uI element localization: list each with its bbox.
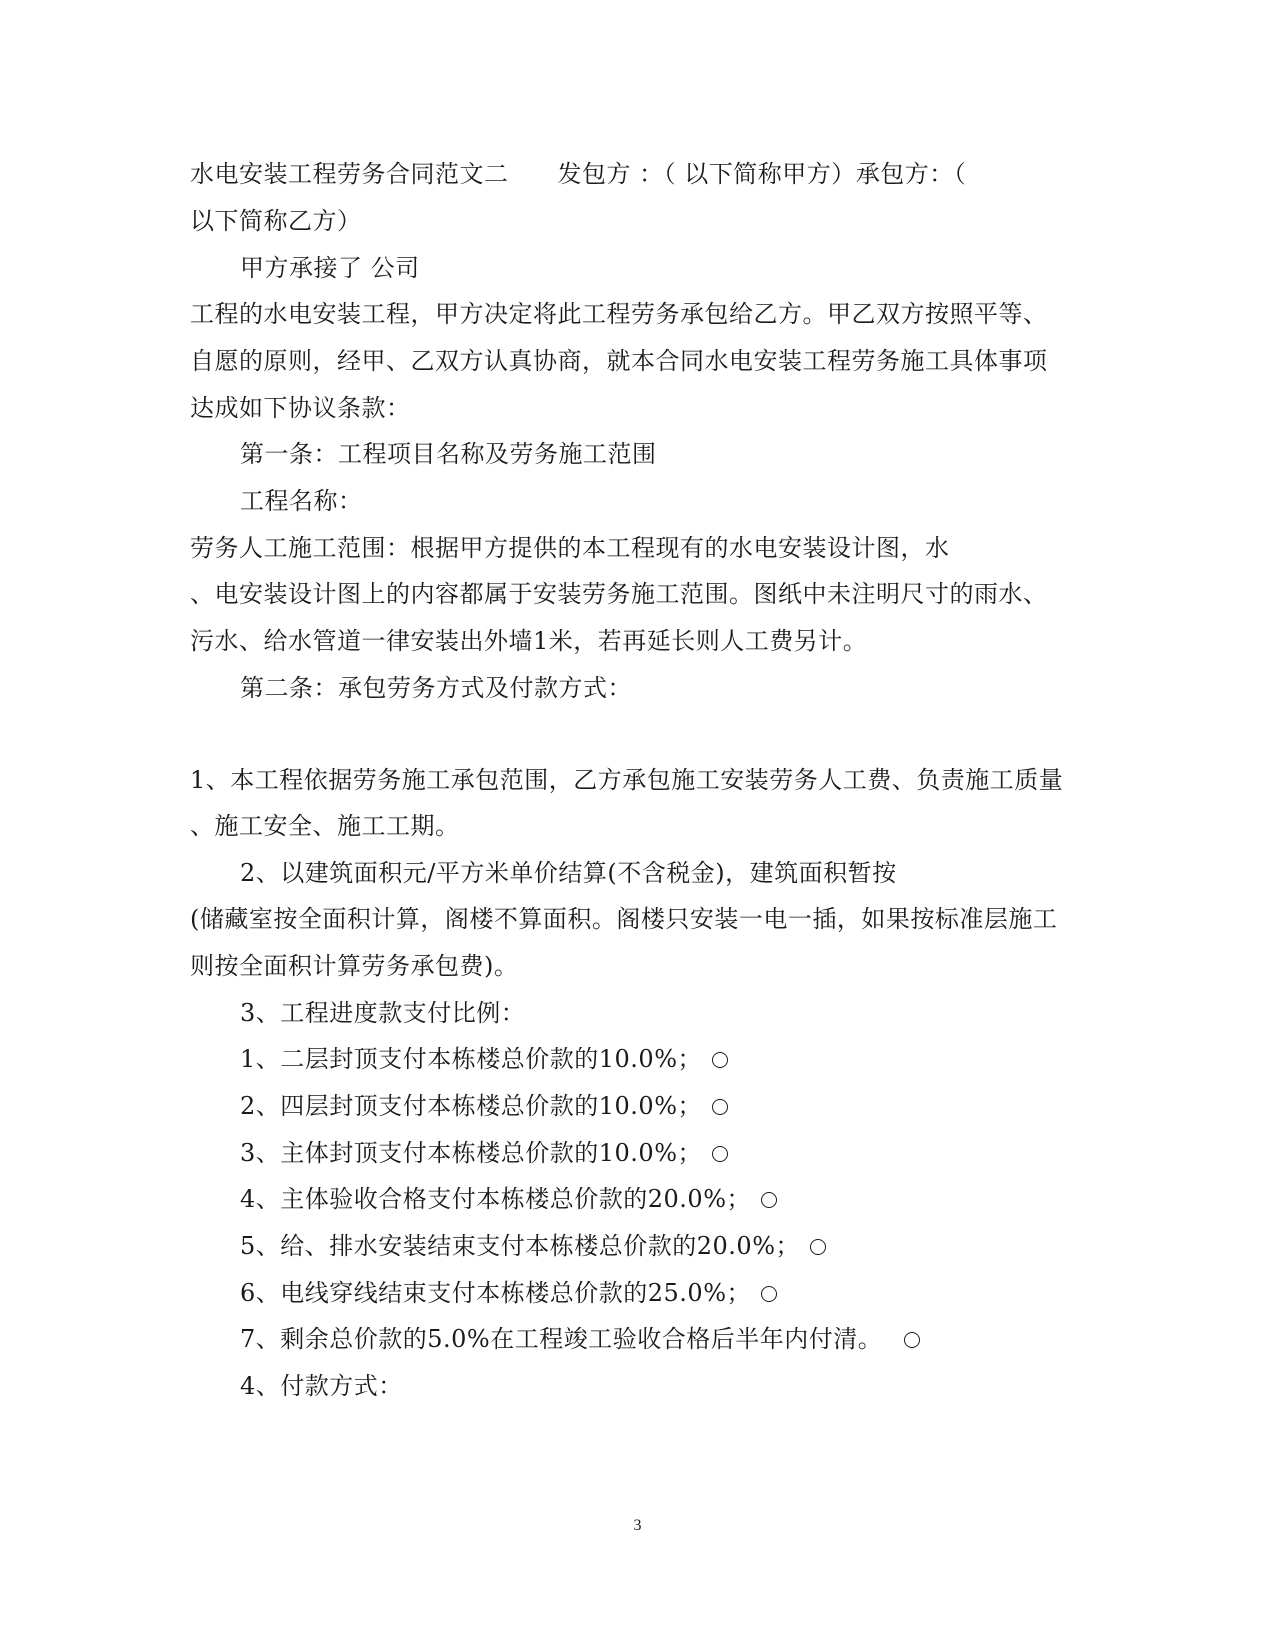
list-item-text: 1、二层封顶支付本栋楼总价款的10.0%； bbox=[240, 1045, 703, 1073]
text-line: 污水、给水管道一律安装出外墙1米，若再延长则人工费另计。 bbox=[190, 627, 868, 655]
text-line: 2、以建筑面积元/平方米单价结算(不含税金)，建筑面积暂按 bbox=[240, 859, 897, 887]
list-item bbox=[240, 1277, 777, 1309]
circle-icon bbox=[761, 1192, 777, 1208]
list-item-text: 6、电线穿线结束支付本栋楼总价款的25.0%； bbox=[240, 1279, 752, 1307]
circle-icon bbox=[761, 1286, 777, 1302]
text-line: 水电安装工程劳务合同范文二 发包方 ：（ 以下简称甲方）承包方：（ bbox=[190, 160, 967, 188]
page-number: 3 bbox=[633, 1517, 642, 1534]
list-item-text: 5、给、排水安装结束支付本栋楼总价款的20.0%； bbox=[240, 1232, 801, 1260]
list-item-text: 2、四层封顶支付本栋楼总价款的10.0%； bbox=[240, 1092, 703, 1120]
text-line: 自愿的原则，经甲、乙双方认真协商，就本合同水电安装工程劳务施工具体事项 bbox=[190, 347, 1048, 375]
list-item bbox=[240, 1183, 777, 1215]
text-line: 工程名称： bbox=[240, 487, 363, 515]
text-line: 、施工安全、施工工期。 bbox=[190, 812, 460, 840]
text-line: 劳务人工施工范围：根据甲方提供的本工程现有的水电安装设计图，水 bbox=[190, 534, 950, 562]
text-line: 则按全面积计算劳务承包费)。 bbox=[190, 952, 519, 980]
list-item-text: 4、主体验收合格支付本栋楼总价款的20.0%； bbox=[240, 1185, 752, 1213]
circle-icon bbox=[712, 1052, 728, 1068]
list-item bbox=[240, 1043, 728, 1075]
list-item-text: 7、剩余总价款的5.0%在工程竣工验收合格后半年内付清。 bbox=[240, 1325, 883, 1353]
list-item bbox=[240, 1230, 826, 1262]
list-item bbox=[240, 1137, 728, 1169]
list-item bbox=[240, 1323, 920, 1355]
list-item-text: 3、主体封顶支付本栋楼总价款的10.0%； bbox=[240, 1139, 703, 1167]
circle-icon bbox=[810, 1239, 826, 1255]
circle-icon bbox=[712, 1146, 728, 1162]
list-item bbox=[240, 1090, 728, 1122]
text-line: 甲方承接了 公司 bbox=[240, 254, 420, 282]
circle-icon bbox=[904, 1332, 920, 1348]
section-heading: 第二条：承包劳务方式及付款方式： bbox=[240, 674, 632, 702]
text-line: 、电安装设计图上的内容都属于安装劳务施工范围。图纸中未注明尺寸的雨水、 bbox=[190, 580, 1048, 608]
text-line: 4、付款方式： bbox=[240, 1372, 403, 1400]
circle-icon bbox=[712, 1099, 728, 1115]
section-heading: 第一条：工程项目名称及劳务施工范围 bbox=[240, 440, 657, 468]
text-line: (储藏室按全面积计算，阁楼不算面积。阁楼只安装一电一插，如果按标准层施工 bbox=[190, 905, 1058, 933]
text-line: 达成如下协议条款： bbox=[190, 394, 411, 422]
text-line: 工程的水电安装工程，甲方决定将此工程劳务承包给乙方。甲乙双方按照平等、 bbox=[190, 300, 1048, 328]
text-line: 以下简称乙方） bbox=[190, 207, 362, 235]
text-line: 3、工程进度款支付比例： bbox=[240, 999, 526, 1027]
text-line: 1、本工程依据劳务施工承包范围，乙方承包施工安装劳务人工费、负责施工质量 bbox=[190, 766, 1064, 794]
